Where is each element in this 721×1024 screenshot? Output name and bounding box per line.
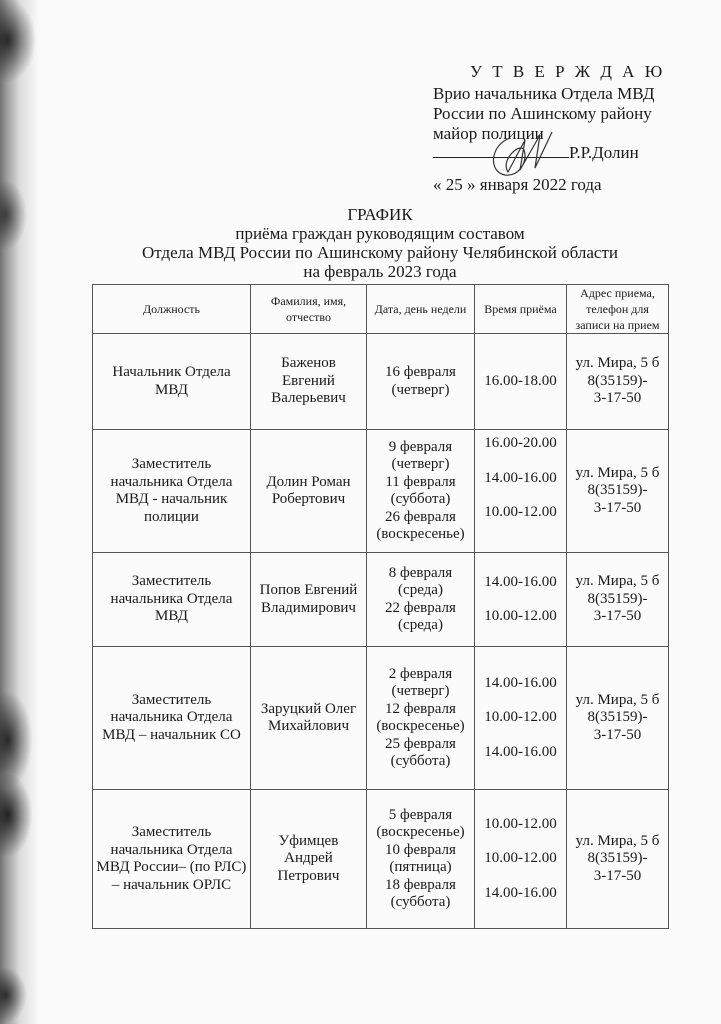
document-title	[90, 205, 670, 281]
cell-name: Уфимцев Андрей Петрович	[251, 790, 367, 929]
date-entry: 9 февраля (четверг)	[388, 438, 453, 472]
table-row	[93, 430, 669, 553]
title-line: Отдела МВД России по Ашинскому району Челябинской области	[142, 243, 618, 262]
title-line: приёма граждан руководящим составом	[235, 224, 525, 243]
title-main: ГРАФИК	[347, 205, 413, 224]
phone: 3-17-50	[593, 726, 642, 743]
address: ул. Мира, 5 б	[575, 355, 660, 372]
header-date: Дата, день недели	[367, 285, 475, 334]
table-row	[93, 647, 669, 790]
time-entry: 14.00-16.00	[484, 469, 557, 486]
approval-line: Врио начальника Отдела МВД	[433, 84, 655, 103]
approval-date: « 25 » января 2022 года	[433, 175, 602, 194]
time-entry: 14.00-16.00	[484, 884, 557, 901]
time-entry: 14.00-16.00	[484, 674, 557, 691]
cell-dates	[367, 647, 475, 790]
phone: 3-17-50	[593, 499, 642, 516]
title-line: на февраль 2023 года	[303, 262, 457, 281]
signature-line	[433, 143, 693, 163]
cell-address	[567, 790, 669, 929]
date-entry: 10 февраля (пятница)	[385, 841, 456, 875]
cell-name: Долин Роман Робертович	[251, 430, 367, 553]
time-entry: 10.00-12.00	[484, 815, 557, 832]
date-entry: 16 февраля (четверг)	[385, 364, 456, 398]
cell-address	[567, 430, 669, 553]
table-row	[93, 334, 669, 430]
time-entry: 10.00-12.00	[484, 850, 557, 867]
cell-address	[567, 647, 669, 790]
phone: 8(35159)-	[587, 482, 648, 499]
cell-times	[475, 430, 567, 553]
schedule-table	[92, 284, 669, 929]
time-entry: 14.00-16.00	[484, 573, 557, 590]
cell-address	[567, 553, 669, 647]
approval-line: майор полиции	[433, 124, 544, 143]
cell-position: Заместитель начальника Отдела МВД – начальник СО	[93, 647, 251, 790]
date-entry: 12 февраля (воскресенье)	[376, 700, 465, 734]
header-name: Фамилия, имя, отчество	[251, 285, 367, 334]
date-entry: 8 февраля (среда)	[388, 564, 453, 598]
cell-times	[475, 647, 567, 790]
date-entry: 25 февраля (суббота)	[385, 735, 456, 769]
phone: 3-17-50	[593, 390, 642, 407]
scanner-edge-shadow	[0, 0, 60, 1024]
date-entry: 18 февраля (суббота)	[385, 876, 456, 910]
time-entry: 14.00-16.00	[484, 743, 557, 760]
phone: 8(35159)-	[587, 709, 648, 726]
table-row	[93, 553, 669, 647]
phone: 8(35159)-	[587, 372, 648, 389]
phone: 3-17-50	[593, 608, 642, 625]
cell-times	[475, 334, 567, 430]
cell-dates	[367, 553, 475, 647]
header-time: Время приёма	[475, 285, 567, 334]
header-address: Адрес приема, телефон для записи на прием	[567, 285, 669, 334]
address: ул. Мира, 5 б	[575, 691, 660, 708]
date-entry: 22 февраля (среда)	[385, 599, 456, 633]
cell-position: Заместитель начальника Отдела МВД России– (по РЛС) – начальник ОРЛС	[93, 790, 251, 929]
phone: 3-17-50	[593, 867, 642, 884]
cell-position: Заместитель начальника Отдела МВД	[93, 553, 251, 647]
cell-name: Баженов Евгений Валерьевич	[251, 334, 367, 430]
cell-position: Заместитель начальника Отдела МВД - начальник полиции	[93, 430, 251, 553]
table-header-row	[93, 285, 669, 334]
approval-line: России по Ашинскому району	[433, 104, 652, 123]
cell-name: Заруцкий Олег Михайлович	[251, 647, 367, 790]
cell-times	[475, 553, 567, 647]
header-position: Должность	[93, 285, 251, 334]
cell-dates	[367, 790, 475, 929]
phone: 8(35159)-	[587, 850, 648, 867]
address: ул. Мира, 5 б	[575, 832, 660, 849]
time-entry: 10.00-12.00	[484, 608, 557, 624]
cell-position: Начальник Отдела МВД	[93, 334, 251, 430]
cell-times	[475, 790, 567, 929]
table-row	[93, 790, 669, 929]
date-entry: 11 февраля (суббота)	[385, 473, 456, 507]
address: ул. Мира, 5 б	[575, 464, 660, 481]
date-entry: 2 февраля (четверг)	[388, 665, 453, 699]
date-entry: 5 февраля (воскресенье)	[376, 806, 465, 840]
cell-address	[567, 334, 669, 430]
phone: 8(35159)-	[587, 590, 648, 607]
approval-heading: У Т В Е Р Ж Д А Ю	[470, 62, 666, 81]
date-entry: 26 февраля (воскресенье)	[376, 508, 465, 542]
signer-name: Р.Р.Долин	[569, 143, 639, 162]
cell-dates	[367, 430, 475, 553]
approval-block	[433, 62, 693, 195]
time-entry: 10.00-12.00	[484, 709, 557, 726]
cell-dates	[367, 334, 475, 430]
cell-name: Попов Евгений Владимирович	[251, 553, 367, 647]
time-entry: 16.00-18.00	[484, 372, 557, 389]
time-entry: 10.00-12.00	[484, 504, 557, 520]
time-entry: 16.00-20.00	[484, 435, 557, 451]
address: ул. Мира, 5 б	[575, 573, 660, 590]
handwritten-signature-icon	[480, 120, 560, 180]
